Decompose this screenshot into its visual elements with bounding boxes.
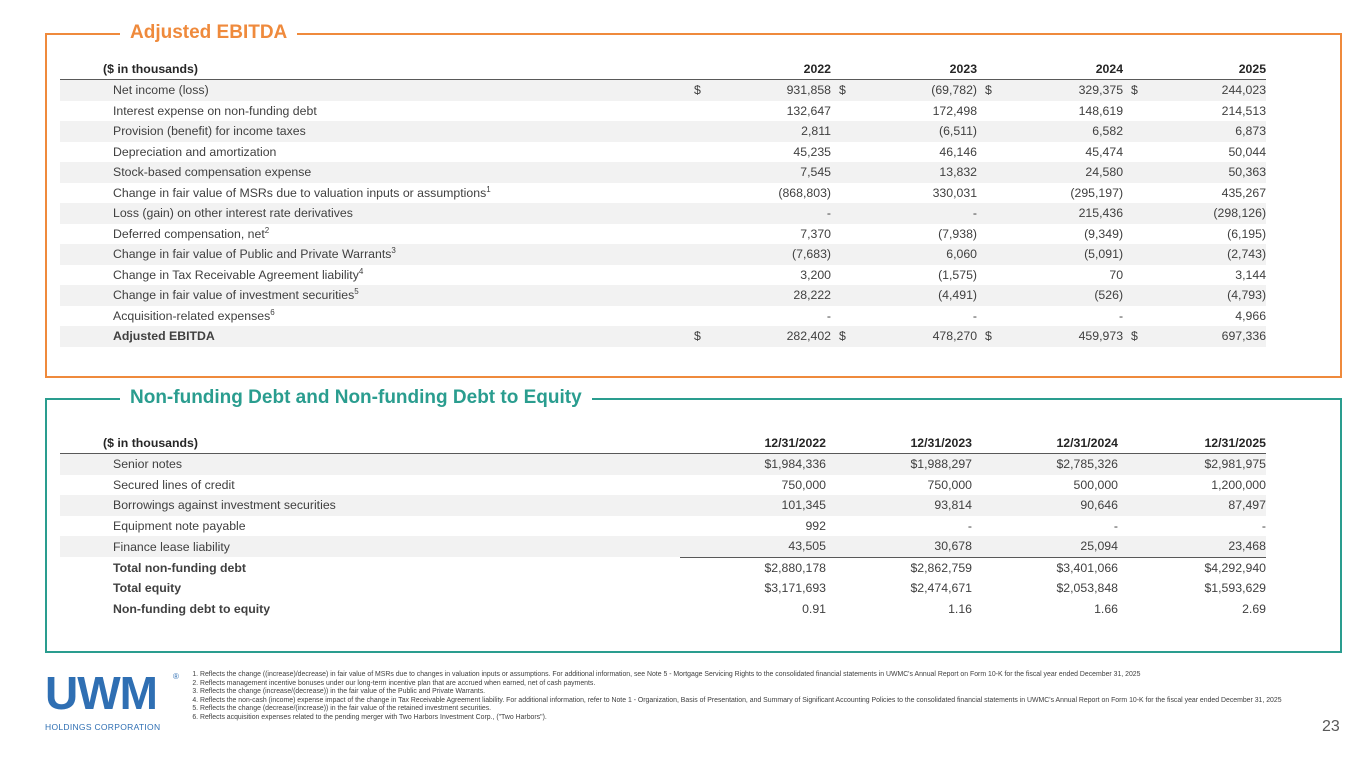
cell-value: (868,803) [778, 185, 832, 200]
year-header: 2025 [1123, 58, 1266, 80]
footnote-item: 1. Reflects the change ((increase)/decrease) in fair value of MSRs due to changes in valuation inputs or assumptions. For additional information, see Note 5 - Mortgage Servicing Rights to the consolidated financial statements in UWMC's Annual Report on Form 10-K for the fiscal year ended December 31, 2025 [200, 671, 1290, 680]
currency-symbol: $ [686, 80, 706, 101]
row-label-text: Deferred compensation, net [113, 226, 265, 241]
cell-value: 459,973 [997, 326, 1123, 347]
cell-value: 45,235 [793, 144, 832, 159]
row-label-text: Change in fair value of MSRs due to valuation inputs or assumptions [113, 185, 487, 200]
row-label: Finance lease liability [60, 536, 680, 557]
row-label [60, 244, 686, 265]
cell-value: 1,200,000 [1211, 477, 1266, 492]
cell-value: 50,363 [1143, 162, 1266, 183]
cell-value: 30,678 [826, 536, 972, 557]
cell-value: 478,270 [851, 326, 977, 347]
cell-value: (9,349) [1084, 226, 1124, 241]
footnote-item: 3. Reflects the change (increase/(decrease)) in the fair value of the Public and Private Warrants. [200, 688, 1290, 697]
row-label [60, 265, 686, 286]
cell-value: (69,782) [851, 80, 977, 101]
row-label: Equipment note payable [113, 518, 246, 533]
row-label: Total equity [113, 581, 182, 596]
row-label: Secured lines of credit [113, 477, 235, 492]
adjusted-ebitda-table [60, 58, 1266, 347]
cell-value: (7,938) [938, 226, 978, 241]
table-row [60, 142, 1266, 163]
cell-value: - [706, 203, 831, 224]
cell-value: 2,811 [706, 121, 831, 142]
table-row [60, 536, 1266, 557]
cell-value: (1,575) [938, 267, 978, 282]
cell-value: $2,474,671 [910, 581, 972, 596]
cell-value: - [1261, 518, 1266, 533]
year-header: 2022 [686, 58, 831, 80]
row-label: Non-funding debt to equity [113, 601, 271, 616]
table-header-row [60, 432, 1266, 454]
table-row [60, 454, 1266, 475]
page-number: 23 [1322, 718, 1340, 735]
table-row [60, 101, 1266, 122]
footnote-marker: 1 [486, 184, 491, 194]
cell-value: - [826, 308, 832, 323]
total-row [60, 326, 1266, 347]
cell-value: (2,743) [1143, 244, 1266, 265]
table-row [60, 516, 1266, 537]
row-label-text: Change in Tax Receivable Agreement liability [113, 267, 359, 282]
adjusted-ebitda-title: Adjusted EBITDA [120, 20, 297, 46]
cell-value: - [1118, 308, 1124, 323]
cell-value: 172,498 [932, 103, 978, 118]
cell-value: (5,091) [997, 244, 1123, 265]
table-row [60, 183, 1266, 204]
cell-value: 435,267 [1221, 185, 1267, 200]
cell-value: 931,858 [706, 80, 831, 101]
cell-value: $2,785,326 [972, 454, 1118, 475]
footnote-marker: 6 [270, 307, 275, 317]
logo-wordmark: UWM [45, 667, 157, 719]
row-label: Stock-based compensation expense [60, 162, 686, 183]
footnote-marker: 5 [354, 287, 359, 297]
cell-value: $3,171,693 [764, 581, 826, 596]
currency-symbol: $ [686, 326, 706, 347]
cell-value: 2.69 [1242, 601, 1266, 616]
cell-value: (4,793) [1143, 285, 1266, 306]
ratio-row [60, 599, 1266, 620]
cell-value: 7,545 [706, 162, 831, 183]
cell-value: 214,513 [1221, 103, 1267, 118]
unit-label: ($ in thousands) [60, 432, 680, 454]
cell-value: 6,060 [851, 244, 977, 265]
row-label: Borrowings against investment securities [60, 495, 680, 516]
footnote-marker: 2 [264, 225, 270, 235]
cell-value: 93,814 [826, 495, 972, 516]
date-header: 12/31/2022 [680, 432, 826, 454]
cell-value: 132,647 [786, 103, 832, 118]
table-row [60, 162, 1266, 183]
row-label [60, 306, 686, 327]
cell-value: - [1113, 518, 1118, 533]
currency-symbol: $ [831, 80, 851, 101]
year-header: 2024 [977, 58, 1123, 80]
year-header: 2023 [831, 58, 977, 80]
row-label-text: Change in fair value of investment securities [113, 288, 355, 303]
row-label: Senior notes [60, 454, 680, 475]
cell-value: 45,474 [1085, 144, 1124, 159]
cell-value: 992 [805, 518, 826, 533]
table-row [60, 203, 1266, 224]
row-label [60, 224, 686, 245]
registered-mark: ® [173, 672, 179, 681]
table-row [60, 285, 1266, 306]
table-row [60, 265, 1266, 286]
total-row [60, 557, 1266, 578]
date-header: 12/31/2025 [1118, 432, 1266, 454]
currency-symbol: $ [1123, 326, 1143, 347]
cell-value: 24,580 [997, 162, 1123, 183]
cell-value: $2,880,178 [680, 557, 826, 578]
cell-value: 43,505 [680, 536, 826, 557]
cell-value: 3,200 [800, 267, 832, 282]
cell-value: 7,370 [800, 226, 832, 241]
cell-value: (6,511) [851, 121, 977, 142]
table-row [60, 475, 1266, 496]
cell-value: 750,000 [781, 477, 826, 492]
cell-value: (298,126) [1143, 203, 1266, 224]
footnote-marker: 4 [358, 266, 364, 276]
cell-value: 25,094 [972, 536, 1118, 557]
cell-value: 4,966 [1235, 308, 1267, 323]
cell-value: $2,053,848 [1056, 581, 1118, 596]
row-label: Total non-funding debt [113, 560, 246, 575]
cell-value: 6,582 [997, 121, 1123, 142]
footnote-item: 2. Reflects management incentive bonuses under our long-term incentive plan that are accrued when earned, net of cash payments. [200, 680, 1290, 689]
currency-symbol: $ [977, 80, 997, 101]
table-header-row [60, 58, 1266, 80]
table-row [60, 244, 1266, 265]
table-row [60, 224, 1266, 245]
currency-symbol: $ [977, 326, 997, 347]
cell-value: 46,146 [939, 144, 978, 159]
cell-value: $1,984,336 [680, 454, 826, 475]
cell-value: 23,468 [1118, 536, 1266, 557]
cell-value: 329,375 [997, 80, 1123, 101]
cell-value: (6,195) [1227, 226, 1267, 241]
footnote-marker: 3 [391, 246, 396, 256]
currency-symbol: $ [831, 326, 851, 347]
cell-value: (7,683) [706, 244, 831, 265]
row-label: Provision (benefit) for income taxes [60, 121, 686, 142]
row-label [60, 285, 686, 306]
footnote-item: 6. Reflects acquisition expenses related to the pending merger with Two Harbors Investment Corp., ("Two Harbors"). [200, 714, 1290, 723]
cell-value: 697,336 [1143, 326, 1266, 347]
cell-value: 13,832 [851, 162, 977, 183]
cell-value: $4,292,940 [1118, 557, 1266, 578]
cell-value: 500,000 [1073, 477, 1118, 492]
row-label: Adjusted EBITDA [60, 326, 686, 347]
cell-value: $1,988,297 [826, 454, 972, 475]
row-label [60, 183, 686, 204]
cell-value: 3,144 [1235, 267, 1267, 282]
row-label: Depreciation and amortization [113, 144, 277, 159]
cell-value: (295,197) [1070, 185, 1124, 200]
cell-value: $3,401,066 [972, 557, 1118, 578]
non-funding-debt-title: Non-funding Debt and Non-funding Debt to Equity [120, 385, 592, 411]
cell-value: $2,862,759 [826, 557, 972, 578]
table-row [60, 306, 1266, 327]
footnote-item: 4. Reflects the non-cash (income) expense impact of the change in Tax Receivable Agreement liability. For additional information, refer to Note 1 - Organization, Basis of Presentation, and Summary of Significant Accounting Policies to the consolidated financial statements in UWMC's Annual Report on Form 10-K for the fiscal year ended December 31, 2025 [200, 697, 1290, 706]
cell-value: 1.66 [1094, 601, 1118, 616]
row-label-text: Acquisition-related expenses [113, 308, 271, 323]
cell-value: 101,345 [680, 495, 826, 516]
cell-value: 330,031 [932, 185, 978, 200]
cell-value: 244,023 [1143, 80, 1266, 101]
total-row [60, 578, 1266, 599]
footnote-item: 5. Reflects the change (decrease/(increase)) in the fair value of the retained investment securities. [200, 705, 1290, 714]
logo-subtitle: HOLDINGS CORPORATION [45, 722, 161, 732]
cell-value: (4,491) [851, 285, 977, 306]
table-row [60, 80, 1266, 101]
cell-value: - [967, 518, 972, 533]
cell-value: 87,497 [1118, 495, 1266, 516]
uwm-logo [45, 667, 180, 732]
cell-value: - [851, 203, 977, 224]
footnotes-list [183, 671, 1290, 723]
cell-value: 28,222 [706, 285, 831, 306]
row-label: Net income (loss) [60, 80, 686, 101]
date-header: 12/31/2023 [826, 432, 972, 454]
row-label: Loss (gain) on other interest rate derivatives [60, 203, 686, 224]
cell-value: 148,619 [1078, 103, 1124, 118]
non-funding-debt-table [60, 432, 1266, 619]
cell-value: $1,593,629 [1204, 581, 1266, 596]
cell-value: 70 [1109, 267, 1124, 282]
cell-value: $2,981,975 [1118, 454, 1266, 475]
cell-value: 90,646 [972, 495, 1118, 516]
cell-value: 0.91 [802, 601, 826, 616]
table-row [60, 495, 1266, 516]
cell-value: 750,000 [927, 477, 972, 492]
row-label-text: Change in fair value of Public and Private Warrants [113, 247, 392, 262]
currency-symbol: $ [1123, 80, 1143, 101]
cell-value: (526) [997, 285, 1123, 306]
cell-value: 1.16 [948, 601, 972, 616]
cell-value: - [972, 308, 978, 323]
cell-value: 215,436 [997, 203, 1123, 224]
table-row [60, 121, 1266, 142]
unit-label: ($ in thousands) [60, 58, 686, 80]
cell-value: 282,402 [706, 326, 831, 347]
cell-value: 6,873 [1143, 121, 1266, 142]
date-header: 12/31/2024 [972, 432, 1118, 454]
row-label: Interest expense on non-funding debt [113, 103, 317, 118]
cell-value: 50,044 [1228, 144, 1267, 159]
